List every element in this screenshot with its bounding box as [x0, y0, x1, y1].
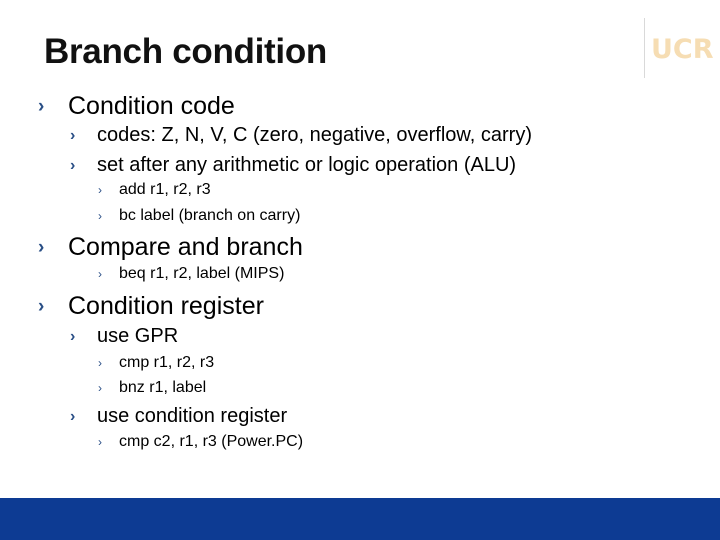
bullet-text: bnz r1, label	[119, 379, 207, 396]
bullet-codes	[70, 124, 532, 147]
bullet-set-after	[70, 154, 516, 177]
chevron-right-icon: ›	[70, 408, 76, 425]
bullet-text: Compare and branch	[68, 233, 303, 261]
page-number: 8	[670, 480, 676, 490]
bullet-text: use condition register	[97, 405, 288, 427]
bullet-use-condition-register	[70, 405, 287, 428]
chevron-right-icon: ›	[70, 127, 76, 144]
bullet-use-gpr	[70, 325, 178, 348]
bullet-text: use GPR	[97, 325, 179, 347]
chevron-right-icon: ›	[70, 157, 76, 174]
footer-bar	[0, 498, 720, 540]
bullet-text: beq r1, r2, label (MIPS)	[119, 265, 285, 282]
chevron-right-icon: ›	[38, 296, 45, 317]
ucr-logo-text: UCR	[651, 34, 714, 65]
chevron-right-icon: ›	[70, 328, 76, 345]
bullet-bnz	[98, 379, 206, 397]
bullet-text: cmp c2, r1, r3 (Power.PC)	[119, 433, 304, 450]
bullet-add	[98, 181, 211, 199]
chevron-right-icon: ›	[98, 381, 102, 395]
bullet-text: codes: Z, N, V, C (zero, negative, overflow, carry)	[97, 124, 532, 146]
chevron-right-icon: ›	[98, 183, 102, 197]
chevron-right-icon: ›	[98, 267, 102, 281]
bullet-condition-register	[38, 292, 264, 321]
ucr-logo	[644, 18, 714, 78]
bullet-bc	[98, 207, 300, 225]
bullet-text: add r1, r2, r3	[119, 181, 211, 198]
chevron-right-icon: ›	[98, 435, 102, 449]
bullet-cmp-c2	[98, 433, 303, 451]
bullet-cmp	[98, 354, 214, 372]
chevron-right-icon: ›	[98, 356, 102, 370]
bullet-condition-code	[38, 92, 235, 121]
bullet-text: cmp r1, r2, r3	[119, 354, 215, 371]
chevron-right-icon: ›	[98, 209, 102, 223]
chevron-right-icon: ›	[38, 237, 45, 258]
bullet-text: bc label (branch on carry)	[119, 207, 301, 224]
bullet-compare-and-branch	[38, 233, 303, 262]
slide-title: Branch condition	[44, 32, 327, 71]
chevron-right-icon: ›	[38, 96, 45, 117]
bullet-text: Condition code	[68, 92, 235, 120]
bullet-text: Condition register	[68, 292, 264, 320]
bullet-beq	[98, 265, 284, 283]
bullet-text: set after any arithmetic or logic operation (ALU)	[97, 154, 517, 176]
